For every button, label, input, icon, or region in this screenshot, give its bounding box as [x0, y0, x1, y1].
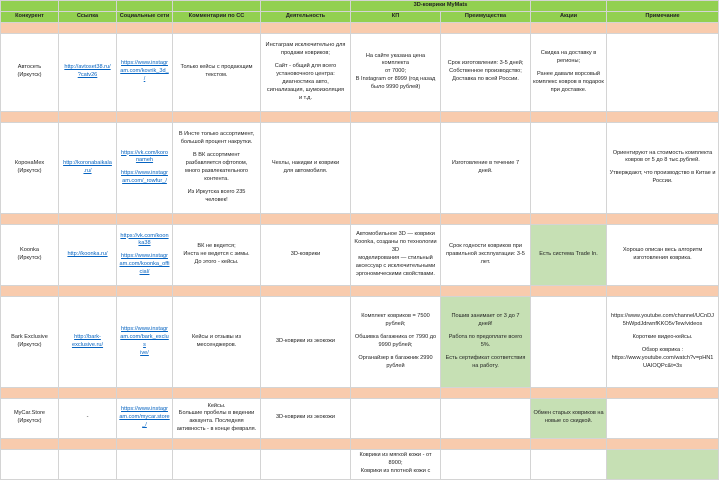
cell-text: Большие пробелы в ведении — [178, 410, 255, 417]
cell-text: активность - в конце февраля. — [176, 426, 257, 433]
cell-text: Инстаграм исключительно для — [265, 42, 346, 49]
competitor-cell[interactable] — [1, 33, 59, 111]
cell-text: (Иркутск) — [17, 167, 42, 174]
cell-text: Кейсы. — [207, 402, 226, 409]
cell-text: человек! — [205, 196, 228, 203]
cell-text: Koonka, созданы по технологии 3D — [354, 239, 437, 253]
cell-text: контента. — [204, 175, 229, 182]
cell-text: ковров от 5 до 8 тыс.рублей. — [625, 157, 700, 164]
cell-text: установочного центра: — [276, 70, 335, 77]
cell-text: 3D-коврики из экокожи — [275, 414, 336, 421]
cell-text: Ориентируют на стоимость комплекта — [612, 149, 713, 156]
cell-text: и т.д. — [299, 94, 312, 101]
cell-text: Срок годности ковриков при — [449, 242, 522, 249]
cell-text: Утверждают, что производство в Китае и — [609, 170, 716, 177]
kp-cell[interactable] — [351, 122, 441, 213]
cell-text: Только кейсы с продающим — [180, 64, 253, 71]
link-text[interactable]: am.com/koonka_offi — [119, 261, 170, 268]
comment-cell[interactable] — [173, 224, 261, 285]
link-text[interactable]: ive/ — [140, 349, 149, 356]
link-cell[interactable] — [59, 224, 117, 285]
cell-text: Собственное производство; — [449, 68, 522, 75]
header-kp[interactable]: КП — [351, 11, 441, 22]
social-cell[interactable] — [117, 122, 173, 213]
cell-text: диагностика авто, — [282, 78, 329, 85]
header-link[interactable]: Ссылка — [59, 11, 117, 22]
cell-text: Коврики из мягкой кожи - от 8900; — [359, 452, 432, 467]
note-cell[interactable] — [607, 449, 719, 479]
cell-text: текстом. — [205, 72, 228, 79]
link-text[interactable]: am.com/mycar.store — [119, 414, 170, 421]
promos-cell[interactable] — [531, 122, 607, 213]
cell-text: 5%. — [480, 341, 491, 348]
competitor-cell[interactable] — [1, 122, 59, 213]
activity-cell[interactable] — [261, 449, 351, 479]
cell-text: аккаунта. Последняя — [189, 418, 244, 425]
cell-text: На сайте указана цена комплекта — [365, 52, 426, 67]
separator-row — [1, 111, 719, 122]
header-promos[interactable]: Акции — [531, 11, 607, 22]
link-text[interactable]: am.com/_rowfur_/ — [122, 178, 167, 185]
cell-text: Хорошо описан весь алгоритм — [622, 246, 703, 253]
table-row — [1, 296, 719, 387]
kp-cell[interactable] — [351, 449, 441, 479]
cell-text: Обшивка багажника от 7990 до — [354, 333, 437, 340]
cell-text: Кейсы и отзывы из — [192, 333, 241, 340]
cell-text: ВК не ведется; — [197, 242, 236, 249]
header-competitor[interactable]: Конкурент — [1, 11, 59, 22]
social-cell[interactable] — [117, 296, 173, 387]
separator-row — [1, 285, 719, 296]
cell-text: рублей; — [385, 321, 406, 327]
competitor-cell[interactable] — [1, 398, 59, 438]
note-cell[interactable] — [607, 296, 719, 387]
cell-text: 5hWpdJdrwnfKKO5vTew/videos — [622, 321, 703, 327]
social-cell[interactable] — [117, 449, 173, 479]
competitor-cell[interactable] — [1, 296, 59, 387]
link-cell[interactable] — [59, 296, 117, 387]
link-text[interactable]: http://koonka.ru/ — [67, 250, 108, 257]
cell-text: Органайзер в багажник 2990 — [358, 354, 433, 361]
link-text[interactable]: https://www.instagr — [121, 170, 168, 177]
advantages-cell[interactable] — [441, 398, 531, 438]
link-text[interactable]: / — [143, 76, 146, 83]
competitor-cell[interactable] — [1, 449, 59, 479]
promos-cell[interactable] — [531, 398, 607, 438]
cell-text: Чехлы, накидки и коврики — [271, 159, 340, 166]
cell-text: В Инсте только ассортимент, — [178, 131, 255, 138]
comment-cell[interactable] — [173, 122, 261, 213]
cell-text: Обзор коврика : — [641, 346, 684, 353]
cell-text: MyCar.Store — [13, 410, 46, 417]
link-cell[interactable] — [59, 398, 117, 438]
link-text[interactable]: https://www.instagr — [121, 406, 168, 413]
social-cell[interactable] — [117, 33, 173, 111]
cell-text: продажи ковриков; — [281, 50, 330, 57]
cell-text: мессенджеров. — [196, 341, 237, 348]
cell-text: Есть сертификат соответствия — [445, 354, 526, 361]
separator-row — [1, 213, 719, 224]
comment-cell[interactable] — [173, 449, 261, 479]
cell-text: регионы; — [556, 57, 581, 64]
cell-text: изготовления коврика. — [633, 254, 692, 261]
cell-text: Срок изготовления: 3-5 дней; — [447, 60, 524, 67]
promos-cell[interactable] — [531, 224, 607, 285]
cell-text: на работу. — [472, 362, 499, 369]
cell-text: было 9990 рублей) — [370, 84, 421, 91]
link-text[interactable]: ka38 — [138, 240, 151, 247]
cell-text: (Иркутск) — [17, 72, 42, 79]
link-text[interactable]: ?catv26 — [77, 72, 98, 79]
cell-text: новые со скидкой. — [544, 418, 593, 425]
table-row — [1, 224, 719, 285]
link-text[interactable]: am.com/bark_exclus — [120, 333, 169, 348]
link-text[interactable]: https://www.instagr — [121, 60, 168, 67]
cell-text: 3D-коврики из экокожи — [275, 337, 336, 344]
header-row — [1, 11, 719, 22]
advantages-cell[interactable] — [441, 33, 531, 111]
cell-text: лет. — [480, 258, 491, 265]
kp-cell[interactable] — [351, 398, 441, 438]
link-text[interactable]: https://vk.com/koon — [120, 232, 169, 239]
table-row — [1, 449, 719, 479]
link-text[interactable]: cial/ — [139, 269, 150, 276]
cell-text: В ВК ассортимент — [193, 152, 240, 158]
link-text[interactable]: am.com/kovrik_3d_ — [120, 68, 169, 75]
activity-cell[interactable] — [261, 398, 351, 438]
cell-text: разбавляется офтопом, — [185, 159, 248, 166]
competitor-cell[interactable] — [1, 224, 59, 285]
social-cell[interactable] — [117, 224, 173, 285]
separator-row — [1, 438, 719, 449]
sheet-title[interactable]: 3D-коврики MyMats — [351, 1, 531, 12]
promos-cell[interactable] — [531, 33, 607, 111]
advantages-cell[interactable] — [441, 122, 531, 213]
comment-cell[interactable] — [173, 398, 261, 438]
comment-cell[interactable] — [173, 33, 261, 111]
cell-text: аксессуар с исключительными — [355, 262, 436, 269]
cell-text: Автосеть — [17, 64, 42, 71]
note-cell[interactable] — [607, 122, 719, 213]
cell-text: (Иркутск) — [17, 418, 42, 425]
cell-text: сигнализация, шумоизоляция — [266, 86, 345, 93]
cell-text: КоронаМех — [14, 159, 45, 166]
promos-cell[interactable] — [531, 296, 607, 387]
cell-text: 3D-коврики — [290, 250, 321, 257]
header-note[interactable]: Примечание — [607, 11, 719, 22]
cell-text: Доставка по всей России. — [452, 76, 519, 83]
cell-text: Короткие видео-кейсы. — [632, 333, 693, 340]
cell-text: рублей — [386, 362, 405, 369]
note-cell[interactable] — [607, 398, 719, 438]
activity-cell[interactable] — [261, 33, 351, 111]
cell-text: при доставке. — [550, 86, 587, 93]
comment-cell[interactable] — [173, 296, 261, 387]
header-advantages[interactable]: Преимущества — [441, 11, 531, 22]
header-activity[interactable]: Деятельность — [261, 11, 351, 22]
cell-text: (Иркутск) — [17, 341, 42, 348]
activity-cell[interactable] — [261, 122, 351, 213]
title-row — [1, 1, 719, 12]
note-cell[interactable] — [607, 33, 719, 111]
link-text[interactable]: - — [86, 414, 89, 421]
note-cell[interactable] — [607, 224, 719, 285]
cell-text: Koonka — [20, 246, 39, 253]
promos-cell[interactable] — [531, 449, 607, 479]
cell-text: (Иркутск) — [17, 254, 42, 261]
cell-text: Комплект ковриков = 7500 — [361, 313, 430, 320]
header-social[interactable]: Социальные сети — [117, 11, 173, 22]
link-text[interactable]: https://www.instagr — [121, 326, 168, 332]
cell-text: В Instagram от 8999 (год назад — [355, 76, 436, 83]
advantages-cell[interactable] — [441, 224, 531, 285]
link-cell[interactable] — [59, 449, 117, 479]
cell-text: Скидка на доставку в — [540, 50, 597, 57]
cell-text: для автомобиля. — [283, 167, 328, 174]
cell-text: Из Иркутска всего 235 — [187, 188, 246, 195]
link-text[interactable]: https://vk.com/koro — [121, 149, 168, 156]
kp-cell[interactable] — [351, 33, 441, 111]
table-row — [1, 33, 719, 111]
cell-text: эргономическими свойствами. — [356, 270, 435, 277]
link-text[interactable]: _/ — [142, 422, 147, 429]
cell-text: Автомобильное 3D — коврики — [356, 231, 435, 238]
kp-cell[interactable] — [351, 224, 441, 285]
cell-text: Работа по предоплате всего — [448, 333, 523, 340]
link-text[interactable]: http://koronabaikala — [63, 159, 112, 166]
header-comment[interactable]: Комментарии по СС — [173, 11, 261, 22]
link-text[interactable]: nameh — [135, 157, 154, 164]
cell-text: правильной эксплуатации: 3-5 — [446, 250, 525, 257]
cell-text: Коврики из плотной кожи с — [360, 468, 431, 475]
cell-text: Пошив занимает от 3 до 7 — [451, 313, 520, 320]
advantages-cell[interactable] — [441, 296, 531, 387]
link-cell[interactable] — [59, 33, 117, 111]
cell-text: России. — [652, 178, 673, 185]
cell-text: от 7000; — [384, 68, 407, 75]
cell-text: UAIOQPc&t=3s — [643, 362, 683, 369]
link-text[interactable]: https://www.instagr — [121, 253, 168, 260]
activity-cell[interactable] — [261, 296, 351, 387]
cell-text: моделирования — стильный — [358, 254, 433, 261]
link-cell[interactable] — [59, 122, 117, 213]
cell-text: Bark Exclusive — [11, 333, 48, 340]
cell-text: Ранее давали ворсовый — [536, 70, 601, 77]
cell-text: Сайт - общий для всего — [274, 62, 337, 69]
link-text[interactable]: http://bark- — [74, 333, 101, 340]
cell-text: Инста не ведется с зимы. — [183, 250, 250, 257]
cell-text: 9990 рублей; — [378, 341, 413, 348]
cell-text: дней! — [478, 321, 493, 327]
cell-text: много развлекательного — [185, 167, 248, 174]
separator-row — [1, 22, 719, 33]
cell-text: дней. — [478, 167, 493, 174]
table-row — [1, 398, 719, 438]
cell-text: комплекс ковров в подарок — [533, 78, 604, 85]
link-text[interactable]: http://avtoset38.ru/ — [64, 64, 111, 71]
cell-text: https://www.youtube.com/channel/UCnDJ — [611, 313, 714, 320]
cell-text: https://www.youtube.com/watch?v=pHN1 — [611, 354, 714, 361]
kp-cell[interactable] — [351, 296, 441, 387]
cell-text: Есть система Trade In. — [539, 250, 598, 257]
advantages-cell[interactable] — [441, 449, 531, 479]
cell-text: До этого - кейсы. — [194, 258, 239, 265]
cell-text: Обмен старых ковриков на — [533, 410, 604, 417]
link-text[interactable]: exclusive.ru/ — [71, 341, 104, 348]
link-text[interactable]: .ru/ — [83, 167, 92, 174]
cell-text: большой процент накрутки. — [180, 139, 253, 146]
table-row — [1, 122, 719, 213]
social-cell[interactable] — [117, 398, 173, 438]
cell-text: Изготовление в течение 7 — [451, 159, 520, 166]
separator-row — [1, 387, 719, 398]
activity-cell[interactable] — [261, 224, 351, 285]
